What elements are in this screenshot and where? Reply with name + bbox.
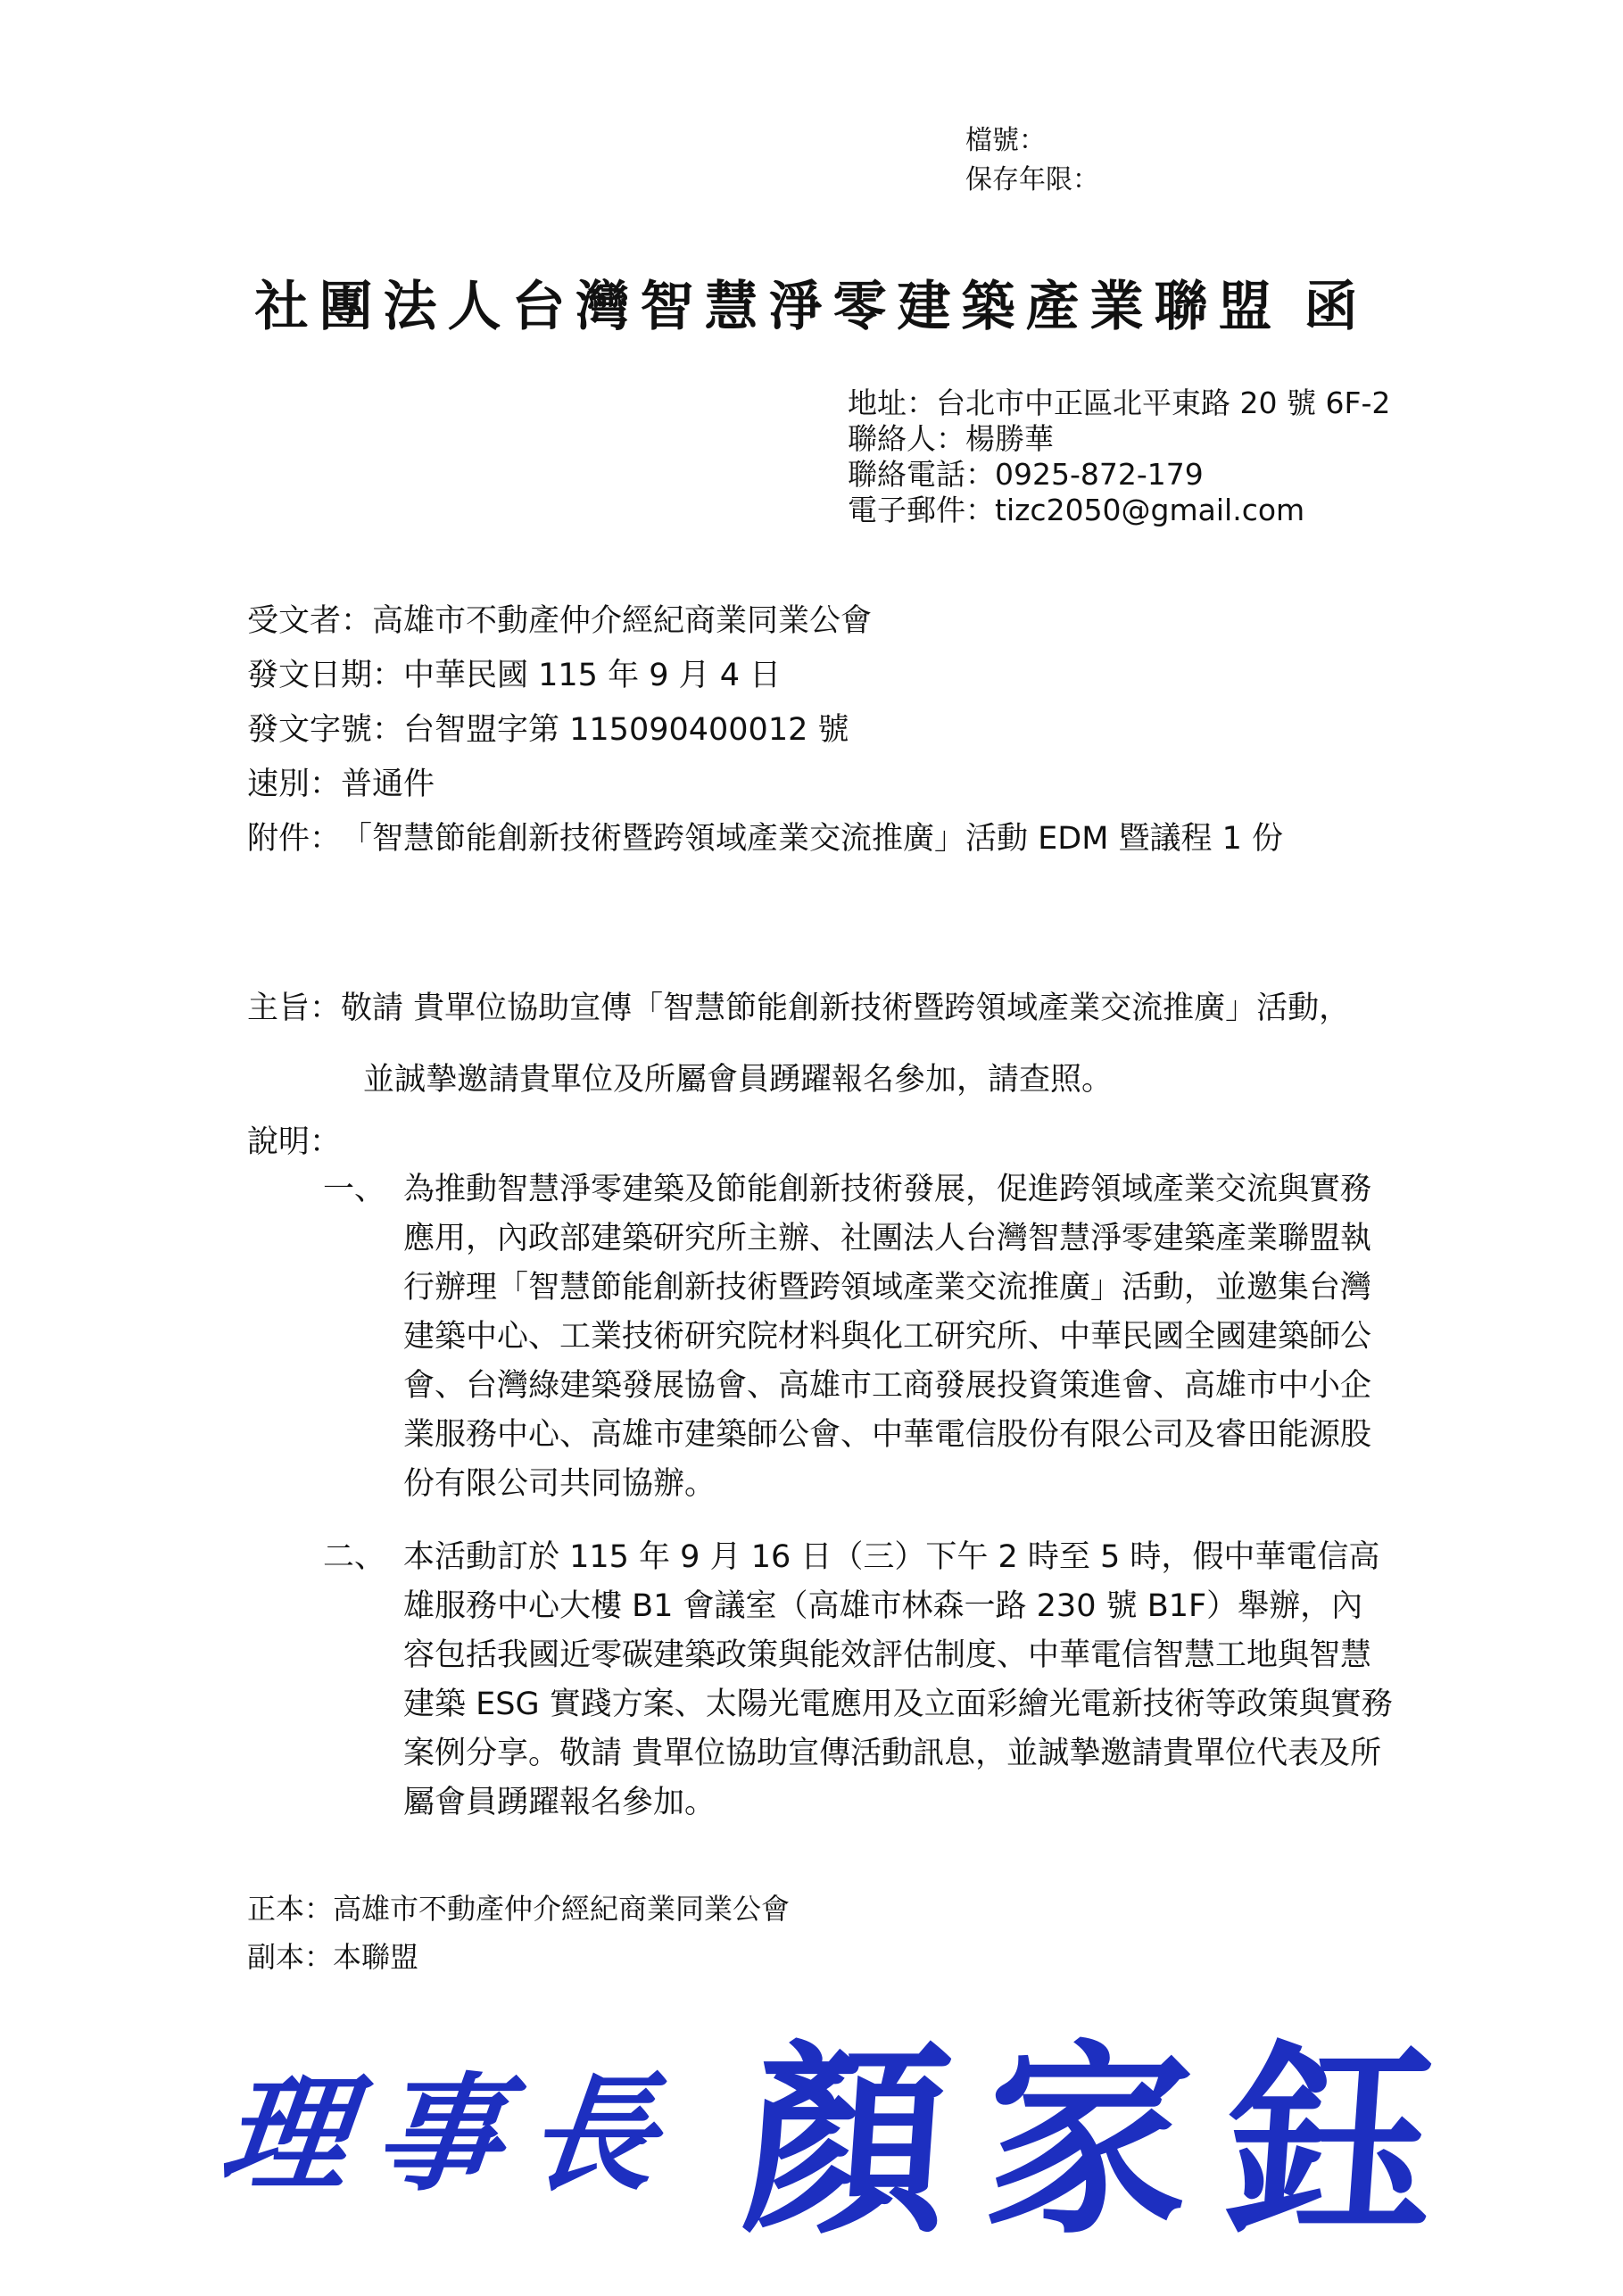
document-title	[0, 264, 1623, 341]
signature-name: 顏家鈺	[736, 2020, 1477, 2262]
copy-label: 副本：	[247, 1940, 334, 1974]
speed-value: 普通件	[341, 767, 435, 802]
explanation-item-number: 二、	[323, 1539, 386, 1575]
attachment-row	[247, 812, 1283, 866]
address-row	[848, 385, 1390, 421]
document-type: 函	[1304, 276, 1369, 338]
distribution-block	[247, 1885, 790, 1981]
email-row	[848, 493, 1390, 528]
recipient-label: 受文者：	[247, 603, 373, 639]
phone-value: 0925-872-179	[995, 457, 1204, 492]
subject-text-2: 並誠摯邀請貴單位及所屬會員踴躍報名參加，請查照。	[363, 1062, 1114, 1098]
org-name: 社團法人台灣智慧淨零建築產業聯盟	[254, 276, 1283, 338]
copy-value: 本聯盟	[333, 1940, 419, 1974]
subject-block	[247, 973, 1461, 1115]
copy-row	[247, 1933, 790, 1981]
contact-block	[848, 385, 1390, 528]
attachment-value: 「智慧節能創新技術暨跨領域產業交流推廣」活動 EDM 暨議程 1 份	[341, 821, 1284, 857]
reference-row	[247, 703, 1283, 758]
date-value: 中華民國 115 年 9 月 4 日	[403, 658, 782, 693]
email-value: tizc2050@gmail.com	[995, 493, 1305, 527]
retention-label: 保存年限：	[965, 164, 1099, 195]
original-label: 正本：	[247, 1892, 334, 1926]
recipient-value: 高雄市不動產仲介經紀商業同業公會	[372, 603, 873, 639]
attachment-label: 附件：	[247, 821, 342, 857]
speed-label: 速別：	[247, 767, 342, 802]
file-number-row	[965, 121, 1099, 161]
contact-person-value: 楊勝華	[965, 421, 1054, 456]
original-value: 高雄市不動產仲介經紀商業同業公會	[333, 1892, 791, 1926]
phone-label: 聯絡電話：	[848, 457, 995, 492]
signature-role: 理事長	[214, 2060, 691, 2209]
phone-row	[848, 457, 1390, 493]
explanation-item-text: 為推動智慧淨零建築及節能創新技術發展，促進跨領域產業交流與實務應用，內政部建築研究所主辦、社團法人台灣智慧淨零建築產業聯盟執行辦理「智慧節能創新技術暨跨領域產業交流推廣」活動，並邀集台灣建築中心、工業技術研究院材料與化工研究所、中華民國全國建築師公會、台灣綠建築發展協會、高雄市工商發展投資策進會、高雄市中小企業服務中心、高雄市建築師公會、中華電信股份有限公司及睿田能源股份有限公司共同協辦。	[403, 1172, 1372, 1502]
explanation-label: 說明：	[247, 1124, 342, 1160]
original-row	[247, 1885, 790, 1933]
contact-person-label: 聯絡人：	[848, 421, 965, 456]
date-label: 發文日期：	[247, 658, 404, 693]
file-number-label: 檔號：	[965, 125, 1046, 156]
contact-person-row	[848, 421, 1390, 457]
explanation-item-text: 本活動訂於 115 年 9 月 16 日（三）下午 2 時至 5 時，假中華電信高雄服務中心大樓 B1 會議室（高雄市林森一路 230 號 B1F）舉辦，內容包括我國近零碳建築政策與能效評估制度、中華電信智慧工地與智慧建築 ESG 實踐方案、太陽光電應用及立面彩繪光電新技術等政策與實務案例分享。敬請 貴單位協助宣傳活動訊息，並誠摯邀請貴單位代表及所屬會員踴躍報名參加。	[403, 1539, 1393, 1820]
recipient-row	[247, 594, 1283, 649]
address-label: 地址：	[848, 385, 936, 420]
explanation-item-2	[323, 1533, 1394, 1828]
address-value: 台北市中正區北平東路 20 號 6F-2	[936, 385, 1391, 420]
reference-label: 發文字號：	[247, 712, 404, 748]
subject-label: 主旨：	[247, 991, 342, 1026]
subject-line-2	[247, 1044, 1461, 1115]
explanation-item-number: 一、	[323, 1172, 386, 1207]
chairman-signature-seal	[214, 2017, 1477, 2262]
date-row	[247, 649, 1283, 703]
subject-line-1	[247, 973, 1461, 1044]
file-number-block	[965, 121, 1099, 200]
retention-row	[965, 161, 1099, 200]
explanation-item-1	[323, 1165, 1394, 1509]
subject-text-1: 敬請 貴單位協助宣傳「智慧節能創新技術暨跨領域產業交流推廣」活動，	[341, 991, 1351, 1026]
reference-value: 台智盟字第 115090400012 號	[403, 712, 849, 748]
header-fields	[247, 594, 1283, 866]
speed-row	[247, 758, 1283, 812]
email-label: 電子郵件：	[848, 493, 995, 527]
